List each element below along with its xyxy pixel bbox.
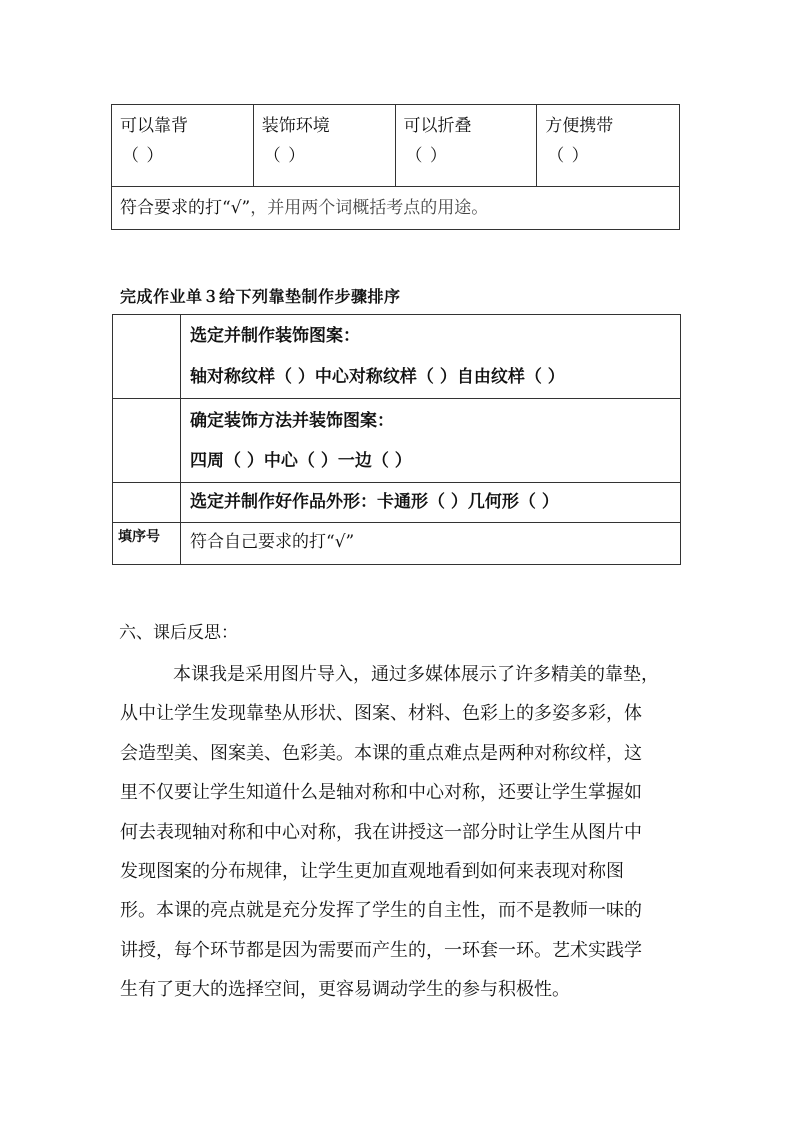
sequence-cell[interactable] — [113, 399, 181, 483]
sequence-cell[interactable] — [113, 315, 181, 399]
option-label: 可以靠背 — [120, 116, 188, 136]
paragraph-line: 形。本课的亮点就是充分发挥了学生的自主性，而不是教师一味的 — [120, 900, 642, 922]
paragraph-line: 生有了更大的选择空间，更容易调动学生的参与积极性。 — [120, 979, 570, 1001]
usage-instruction — [112, 187, 680, 230]
sequence-cell[interactable] — [113, 483, 181, 523]
step-row-method — [113, 399, 681, 483]
paragraph-line: 本课我是采用图片导入，通过多媒体展示了许多精美的靠垫， — [173, 664, 659, 685]
step-title: 选定并制作好作品外形：卡通形（ ）几何形（ ） — [190, 492, 559, 512]
step-content — [181, 483, 681, 523]
option-label: 方便携带 — [545, 116, 614, 136]
option-label: 装饰环境 — [261, 116, 330, 136]
answer-blank[interactable]: （ ） — [547, 146, 590, 166]
paragraph-line: 从中让学生发现靠垫从形状、图案、材料、色彩上的多姿多彩，体 — [120, 703, 642, 725]
paragraph-line: 里不仅要让学生知道什么是轴对称和中心对称，还要让学生掌握如 — [120, 782, 642, 804]
step-title: 选定并制作装饰图案： — [190, 326, 360, 346]
instruction-rest: ，并用两个词概括考点的用途。 — [250, 198, 489, 218]
option-cell-portable — [537, 105, 680, 187]
section-title: 六、课后反思： — [119, 623, 238, 643]
option-label: 可以折叠 — [403, 116, 472, 136]
option-cell-decorate — [253, 105, 395, 187]
worksheet-heading: 完成作业单３给下列靠垫制作步骤排序 — [120, 287, 401, 306]
step-options: 轴对称纹样（ ）中心对称纹样（ ）自由纹样（ ） — [190, 367, 565, 387]
option-cell-backrest — [112, 105, 254, 187]
steps-instruction: 符合自己要求的打“√” — [181, 523, 681, 565]
paragraph-line: 何去表现轴对称和中心对称，我在讲授这一部分时让学生从图片中 — [120, 821, 642, 843]
check-mark-text: “√” — [222, 198, 251, 218]
option-cell-foldable — [395, 105, 537, 187]
usage-note-row — [112, 187, 680, 230]
usage-options-row — [112, 105, 680, 187]
answer-blank[interactable]: （ ） — [263, 146, 307, 166]
answer-blank[interactable]: （ ） — [405, 146, 448, 166]
sequence-label: 填序号 — [113, 523, 181, 565]
usage-table — [111, 104, 680, 230]
steps-footer-row — [113, 523, 681, 565]
step-content — [181, 315, 681, 399]
step-row-shape — [113, 483, 681, 523]
paragraph-line: 讲授，每个环节都是因为需要而产生的，一环套一环。艺术实践学 — [120, 939, 642, 961]
reflection-paragraph — [120, 655, 680, 1010]
step-options: 四周（ ）中心（ ）一边（ ） — [190, 451, 412, 471]
steps-table — [112, 314, 681, 565]
paragraph-line: 发现图案的分布规律，让学生更加直观地看到如何来表现对称图 — [120, 861, 624, 883]
step-content — [181, 399, 681, 483]
instruction-prefix: 符合要求的打 — [120, 198, 222, 218]
step-title: 确定装饰方法并装饰图案： — [190, 411, 394, 431]
step-row-pattern — [113, 315, 681, 399]
paragraph-line: 会造型美、图案美、色彩美。本课的重点难点是两种对称纹样，这 — [120, 742, 642, 764]
answer-blank[interactable]: （ ） — [122, 146, 165, 166]
